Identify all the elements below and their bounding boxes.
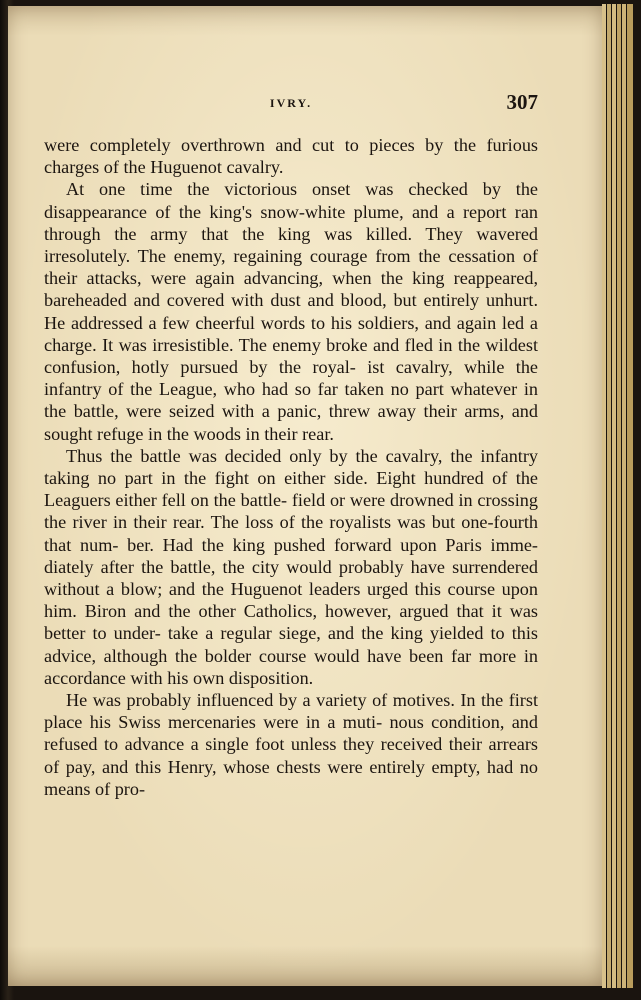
page-edge <box>602 4 606 988</box>
running-head: IVRY. <box>269 96 313 110</box>
page-header <box>44 90 538 114</box>
paragraph: At one time the victorious onset was checked by the disappearance of the king's snow-white plume, and a report ran through the army that the king was killed. They wavered irresolutely. The enemy, regaining courage from the cessation of their attacks, were again advancing, when the king reappeared, bareheaded and covered with dust and blood, but entirely unhurt. He addressed a few cheerful words to his soldiers, and again led a charge. It was irresistible. The enemy broke and fled in the wildest confusion, hotly pursued by the royal- ist cavalry, while the infantry of the League, who had so far taken no part whatever in the battle, were seized with a panic, threw away their arms, and sought refuge in the woods in their rear. <box>44 179 538 444</box>
page-edge <box>607 4 611 988</box>
paragraph: He was probably influenced by a variety of motives. In the first place his Swiss mercenaries were in a muti- nous condition, and refused to advance a single foot unless they received their arrears of pay, and this Henry, whose chests were entirely empty, had no means of pro- <box>44 690 538 799</box>
book-page <box>8 6 602 986</box>
paragraph: Thus the battle was decided only by the cavalry, the infantry taking no part in the fight on either side. Eight hundred of the Leaguers either fell on the battle- field or were drowned in crossing the river in their rear. The loss of the royalists was but one-fourth that num- ber. Had the king pushed forward upon Paris imme- diately after the battle, the city would probably have surrendered without a blow; and the Huguenot leaders urged this course upon him. Biron and the other Catholics, however, argued that it was better to under- take a regular siege, and the king yielded to this advice, although the bolder course would have been far more in accordance with his own disposition. <box>44 445 538 688</box>
page-edge <box>627 4 633 988</box>
body-text <box>44 134 538 800</box>
paragraph: were completely overthrown and cut to pieces by the furious charges of the Huguenot cavalry. <box>44 135 538 178</box>
page-number: 307 <box>506 90 538 114</box>
page-edge <box>612 4 616 988</box>
page-edge <box>622 4 626 988</box>
page-edge <box>617 4 621 988</box>
